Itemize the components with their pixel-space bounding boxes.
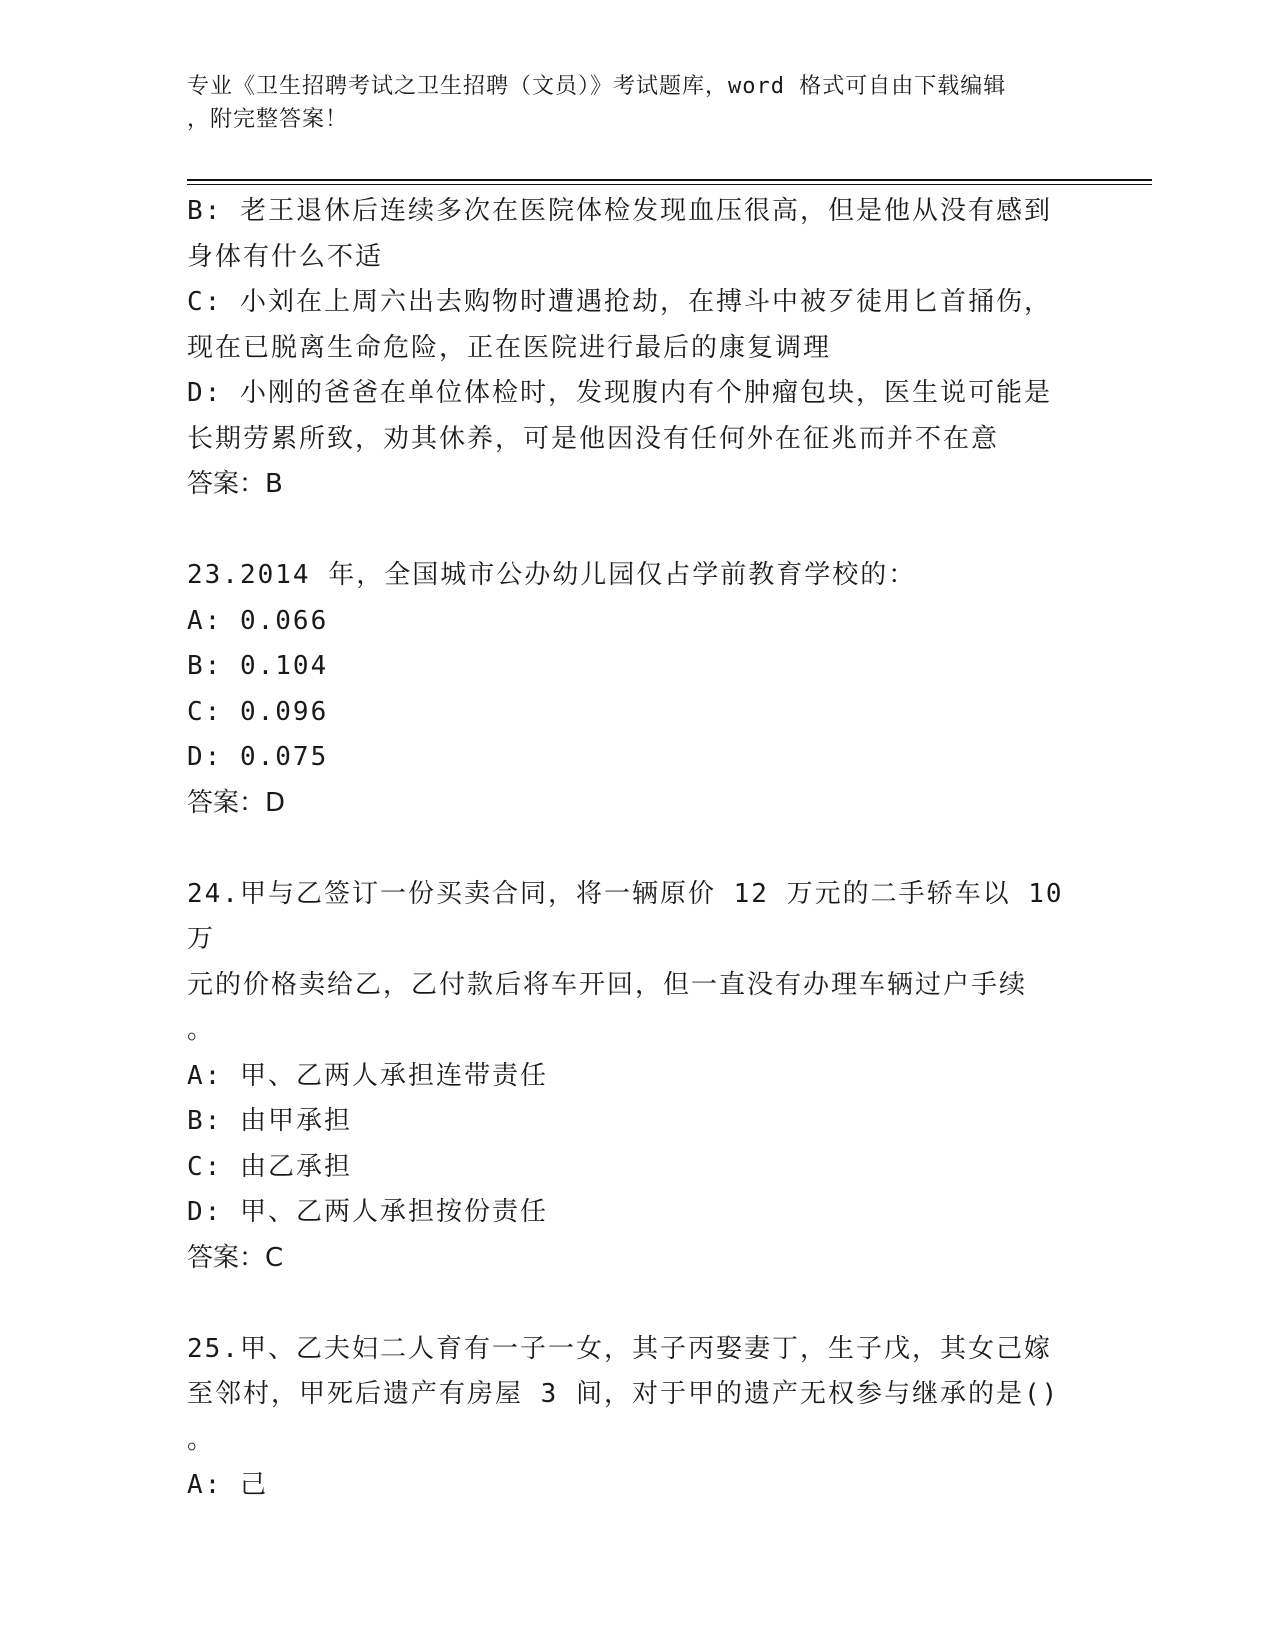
answer-line: 答案：C [187, 1242, 284, 1273]
header-line-2: ，附完整答案！ [187, 107, 349, 132]
question-24 [187, 872, 1087, 1282]
question-stem: 23.2014 年，全国城市公办幼儿园仅占学前教育学校的： [187, 560, 917, 590]
option-b-line-1: B: 老王退休后连续多次在医院体检发现血压很高，但是他从没有感到 [187, 196, 1052, 226]
option-a: A: 0.066 [187, 605, 329, 636]
question-stem-line-1: 25.甲、乙夫妇二人育有一子一女，其子丙娶妻丁，生子戊，其女己嫁 [187, 1333, 1052, 1364]
option-b: B: 0.104 [187, 651, 329, 681]
header-line-1: 专业《卫生招聘考试之卫生招聘（文员）》考试题库，word 格式可自由下载编辑 [187, 74, 1007, 99]
option-d: D: 0.075 [187, 742, 329, 772]
question-list [187, 189, 1087, 1509]
option-d: D: 甲、乙两人承担按份责任 [187, 1197, 548, 1227]
option-a: A: 甲、乙两人承担连带责任 [187, 1060, 548, 1091]
option-c: C: 0.096 [187, 696, 329, 727]
document-header [187, 70, 1087, 136]
question-stem-line-3: 。 [187, 1015, 216, 1045]
option-c-line-1: C: 小刘在上周六出去购物时遭遇抢劫，在搏斗中被歹徒用匕首捅伤， [187, 287, 1052, 317]
spacer [187, 1281, 1087, 1327]
question-stem-line-2: 元的价格卖给乙，乙付款后将车开回，但一直没有办理车辆过户手续 [187, 969, 1028, 1000]
header-divider-thick [187, 179, 1152, 181]
option-b: B: 由甲承担 [187, 1106, 352, 1136]
question-stem-line-2: 至邻村，甲死后遗产有房屋 3 间，对于甲的遗产无权参与继承的是() [187, 1379, 1060, 1409]
option-b-line-2: 身体有什么不适 [187, 241, 384, 272]
answer-line: 答案：B [187, 469, 283, 499]
question-22 [187, 189, 1087, 508]
question-stem-line-3: 。 [187, 1424, 216, 1455]
option-c: C: 由乙承担 [187, 1151, 352, 1182]
option-d-line-1: D: 小刚的爸爸在单位体检时，发现腹内有个肿瘤包块，医生说可能是 [187, 378, 1052, 408]
question-stem-line-1: 24.甲与乙签订一份买卖合同，将一辆原价 12 万元的二手轿车以 10 万 [187, 878, 1064, 954]
option-c-line-2: 现在已脱离生命危险，正在医院进行最后的康复调理 [187, 332, 832, 363]
spacer [187, 508, 1087, 554]
answer-line: 答案：D [187, 787, 286, 818]
header-divider-thin [187, 184, 1152, 185]
option-a: A: 己 [187, 1470, 268, 1500]
question-23 [187, 553, 1087, 826]
spacer [187, 826, 1087, 872]
question-25 [187, 1327, 1087, 1509]
option-d-line-2: 长期劳累所致，劝其休养，可是他因没有任何外在征兆而并不在意 [187, 423, 1000, 454]
